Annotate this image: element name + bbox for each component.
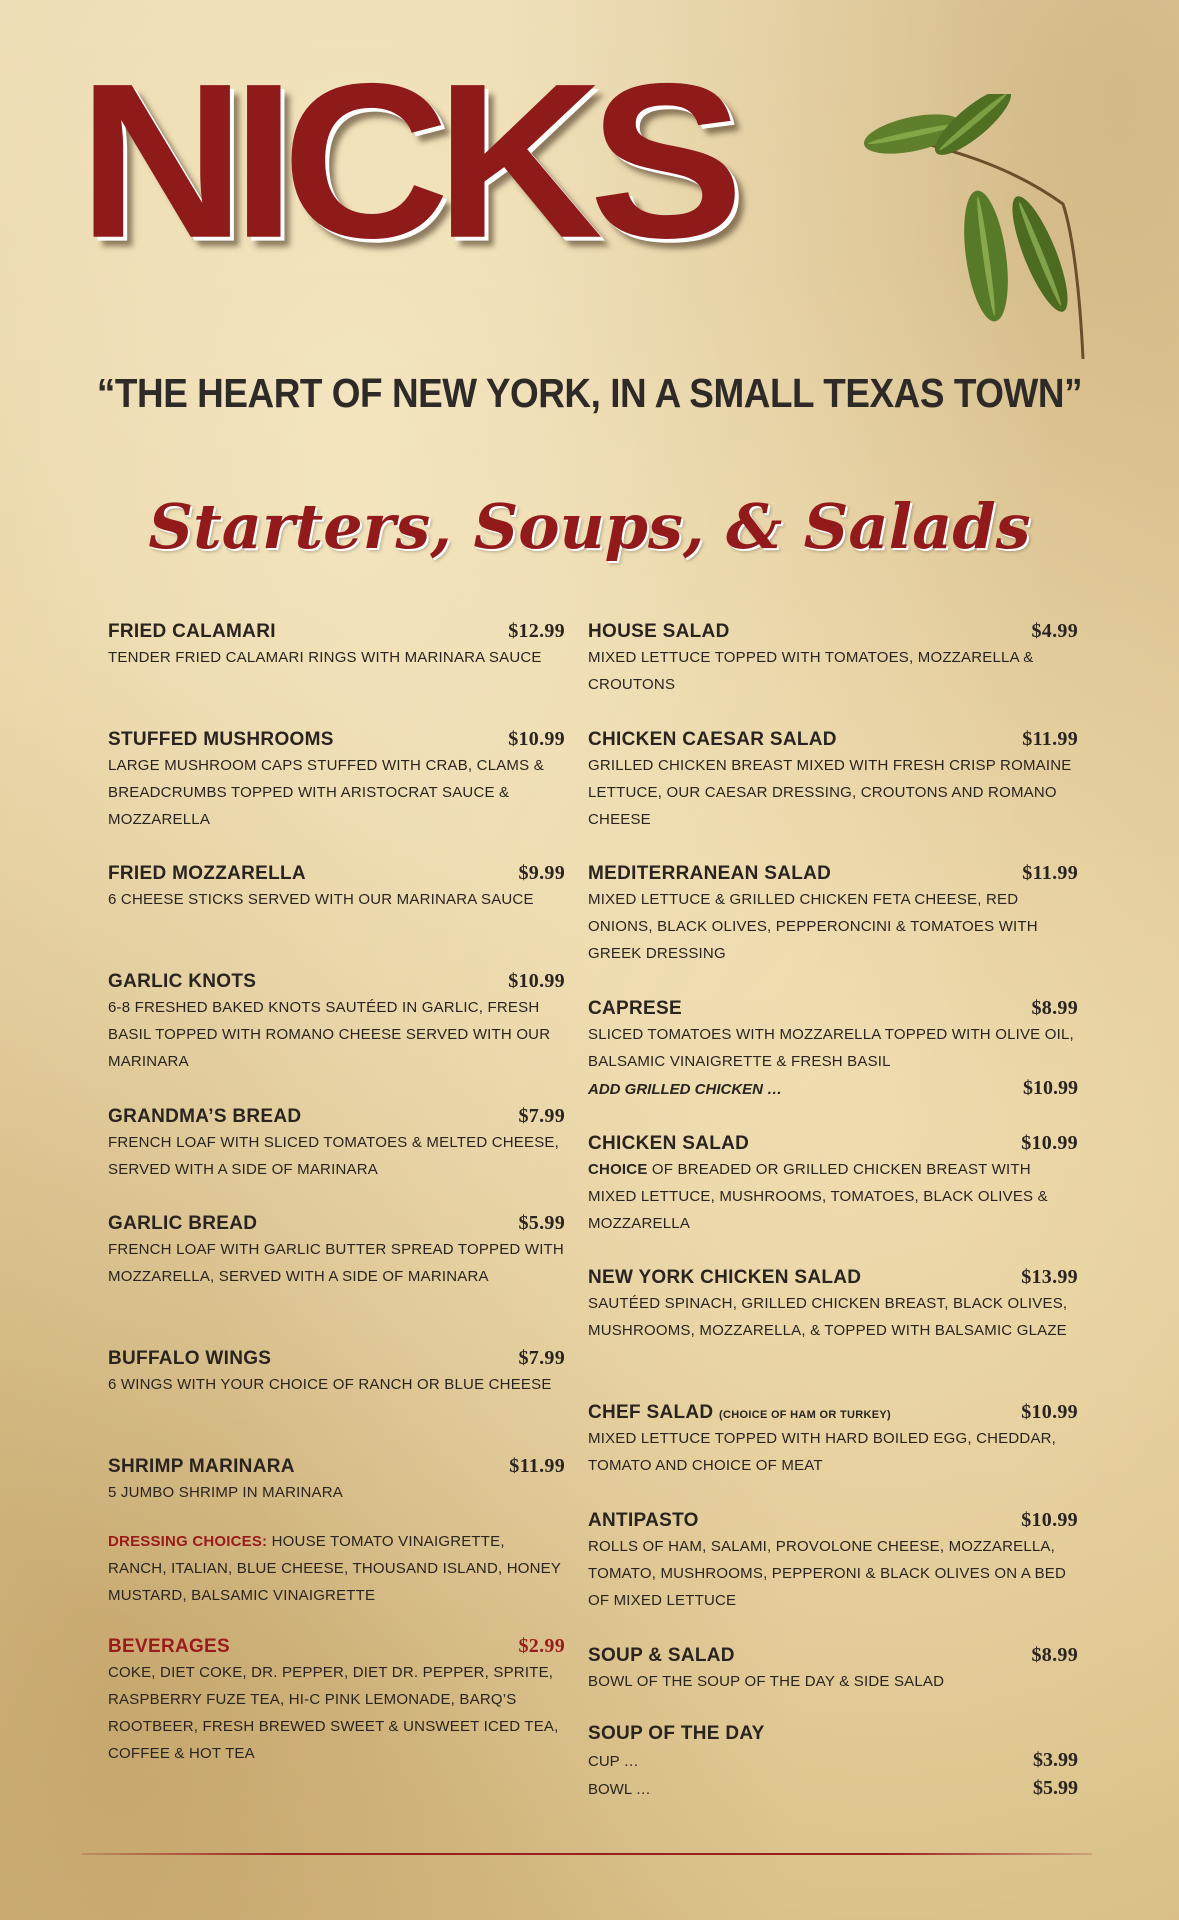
item-name: ANTIPASTO xyxy=(588,1510,699,1531)
dressing-label: DRESSING CHOICES: xyxy=(108,1533,268,1550)
item-price: $4.99 xyxy=(1031,620,1078,642)
menu-item-mediterranean-salad xyxy=(588,860,1078,967)
menu-item-antipasto xyxy=(588,1507,1078,1614)
item-name: MEDITERRANEAN SALAD xyxy=(588,863,832,884)
item-description xyxy=(588,1156,1078,1237)
menu-item-fried-mozzarella xyxy=(108,860,565,913)
item-description: SAUTÉED SPINACH, GRILLED CHICKEN BREAST, BLACK OLIVES, MUSHROOMS, MOZZARELLA, & TOPPED WITH BALSAMIC GLAZE xyxy=(588,1295,1068,1339)
item-name: SOUP & SALAD xyxy=(588,1645,735,1666)
item-description: MIXED LETTUCE & GRILLED CHICKEN FETA CHEESE, RED ONIONS, BLACK OLIVES, PEPPERONCINI & TOMATOES WITH GREEK DRESSING xyxy=(588,891,1038,962)
item-name: CHICKEN SALAD xyxy=(588,1133,750,1154)
section-title: Starters, Soups, & Salads xyxy=(148,490,1031,563)
item-description: MIXED LETTUCE TOPPED WITH HARD BOILED EGG, CHEDDAR, TOMATO AND CHOICE OF MEAT xyxy=(588,1430,1057,1474)
bowl-label: BOWL … xyxy=(588,1781,651,1798)
item-price: $9.99 xyxy=(518,862,565,884)
dressing-text: HOUSE TOMATO VINAIGRETTE, RANCH, ITALIAN, BLUE CHEESE, THOUSAND ISLAND, HONEY MUSTARD, BALSAMIC VINAIGRETTE xyxy=(108,1533,561,1604)
soup-bowl-row xyxy=(588,1775,1078,1803)
item-price: $10.99 xyxy=(1021,1401,1078,1423)
item-price: $10.99 xyxy=(508,728,565,750)
item-name: GRANDMA’S BREAD xyxy=(108,1106,302,1127)
item-price: $11.99 xyxy=(509,1455,565,1477)
menu-item-soup-and-salad xyxy=(588,1642,1078,1695)
menu-item-caprese xyxy=(588,995,1078,1103)
caprese-addon xyxy=(588,1075,1078,1103)
menu-item-beverages xyxy=(108,1633,565,1767)
item-description: LARGE MUSHROOM CAPS STUFFED WITH CRAB, CLAMS & BREADCRUMBS TOPPED WITH ARISTOCRAT SAUCE & MOZZARELLA xyxy=(108,757,544,828)
item-note: (CHOICE OF HAM OR TURKEY) xyxy=(719,1409,891,1421)
addon-label: ADD GRILLED CHICKEN … xyxy=(588,1081,783,1098)
item-name: BEVERAGES xyxy=(108,1636,231,1657)
item-price: $5.99 xyxy=(518,1212,565,1234)
item-price: $8.99 xyxy=(1031,997,1078,1019)
item-price: $13.99 xyxy=(1021,1266,1078,1288)
item-name: STUFFED MUSHROOMS xyxy=(108,729,334,750)
item-description: FRENCH LOAF WITH GARLIC BUTTER SPREAD TOPPED WITH MOZZARELLA, SERVED WITH A SIDE OF MARINARA xyxy=(108,1241,564,1285)
item-name: FRIED MOZZARELLA xyxy=(108,863,306,884)
item-description: BOWL OF THE SOUP OF THE DAY & SIDE SALAD xyxy=(588,1673,945,1690)
item-price: $8.99 xyxy=(1031,1644,1078,1666)
item-description: MIXED LETTUCE TOPPED WITH TOMATOES, MOZZARELLA & CROUTONS xyxy=(588,649,1034,693)
item-name: CHICKEN CAESAR SALAD xyxy=(588,729,837,750)
item-name: SOUP OF THE DAY xyxy=(588,1723,765,1744)
bowl-price: $5.99 xyxy=(1033,1777,1078,1799)
item-name: BUFFALO WINGS xyxy=(108,1348,272,1369)
choice-emphasis: CHOICE xyxy=(588,1161,648,1178)
item-description: GRILLED CHICKEN BREAST MIXED WITH FRESH CRISP ROMAINE LETTUCE, OUR CAESAR DRESSING, CROUTONS AND ROMANO CHEESE xyxy=(588,757,1072,828)
menu-item-chicken-salad xyxy=(588,1130,1078,1237)
menu-item-new-york-chicken-salad xyxy=(588,1264,1078,1344)
menu-item-buffalo-wings xyxy=(108,1345,565,1398)
menu-item-house-salad xyxy=(588,618,1078,698)
brand-logo: NICKS xyxy=(78,38,730,285)
dressing-choices xyxy=(108,1528,565,1609)
item-description: 6-8 FRESHED BAKED KNOTS SAUTÉED IN GARLIC, FRESH BASIL TOPPED WITH ROMANO CHEESE SERVED WITH OUR MARINARA xyxy=(108,999,551,1070)
olive-branch-icon xyxy=(858,94,1098,364)
menu-item-fried-calamari xyxy=(108,618,565,671)
description-text: OF BREADED OR GRILLED CHICKEN BREAST WITH MIXED LETTUCE, MUSHROOMS, TOMATOES, BLACK OLIVES & MOZZARELLA xyxy=(588,1161,1048,1232)
addon-price: $10.99 xyxy=(1023,1077,1078,1099)
item-description: FRENCH LOAF WITH SLICED TOMATOES & MELTED CHEESE, SERVED WITH A SIDE OF MARINARA xyxy=(108,1134,559,1178)
item-description: TENDER FRIED CALAMARI RINGS WITH MARINARA SAUCE xyxy=(108,649,542,666)
menu-item-shrimp-marinara xyxy=(108,1453,565,1506)
item-price: $7.99 xyxy=(518,1347,565,1369)
footer-divider xyxy=(82,1853,1092,1855)
soup-cup-row xyxy=(588,1747,1078,1775)
menu-item-stuffed-mushrooms xyxy=(108,726,565,833)
item-description: 6 WINGS WITH YOUR CHOICE OF RANCH OR BLUE CHEESE xyxy=(108,1376,552,1393)
cup-label: CUP … xyxy=(588,1753,639,1770)
item-price: $11.99 xyxy=(1022,862,1078,884)
item-price: $10.99 xyxy=(1021,1509,1078,1531)
item-name: SHRIMP MARINARA xyxy=(108,1456,295,1477)
item-description: 5 JUMBO SHRIMP IN MARINARA xyxy=(108,1484,343,1501)
item-price: $10.99 xyxy=(508,970,565,992)
item-name: GARLIC BREAD xyxy=(108,1213,258,1234)
item-price: $10.99 xyxy=(1021,1132,1078,1154)
menu-item-garlic-bread xyxy=(108,1210,565,1290)
item-name: FRIED CALAMARI xyxy=(108,621,276,642)
cup-price: $3.99 xyxy=(1033,1749,1078,1771)
menu-item-chef-salad xyxy=(588,1399,1078,1479)
item-name: CAPRESE xyxy=(588,998,682,1019)
item-description: 6 CHEESE STICKS SERVED WITH OUR MARINARA SAUCE xyxy=(108,891,534,908)
item-description: ROLLS OF HAM, SALAMI, PROVOLONE CHEESE, MOZZARELLA, TOMATO, MUSHROOMS, PEPPERONI & BLACK OLIVES ON A BED OF MIXED LETTUCE xyxy=(588,1538,1067,1609)
item-price: $7.99 xyxy=(518,1105,565,1127)
item-name: GARLIC KNOTS xyxy=(108,971,257,992)
tagline: “THE HEART OF NEW YORK, IN A SMALL TEXAS TOWN” xyxy=(96,370,1083,416)
menu-item-chicken-caesar-salad xyxy=(588,726,1078,833)
item-name: NEW YORK CHICKEN SALAD xyxy=(588,1267,862,1288)
menu-item-soup-of-the-day xyxy=(588,1721,1078,1803)
item-price: $11.99 xyxy=(1022,728,1078,750)
item-price: $2.99 xyxy=(518,1635,565,1657)
item-description: SLICED TOMATOES WITH MOZZARELLA TOPPED WITH OLIVE OIL, BALSAMIC VINAIGRETTE & FRESH BASIL xyxy=(588,1026,1074,1070)
item-name: CHEF SALAD xyxy=(588,1402,714,1423)
item-name: HOUSE SALAD xyxy=(588,621,730,642)
item-price: $12.99 xyxy=(508,620,565,642)
menu-item-garlic-knots xyxy=(108,968,565,1075)
item-description: COKE, DIET COKE, DR. PEPPER, DIET DR. PEPPER, SPRITE, RASPBERRY FUZE TEA, HI-C PINK LEMONADE, BARQ’S ROOTBEER, FRESH BREWED SWEET & UNSWEET ICED TEA, COFFEE & HOT TEA xyxy=(108,1664,559,1762)
menu-item-grandmas-bread xyxy=(108,1103,565,1183)
